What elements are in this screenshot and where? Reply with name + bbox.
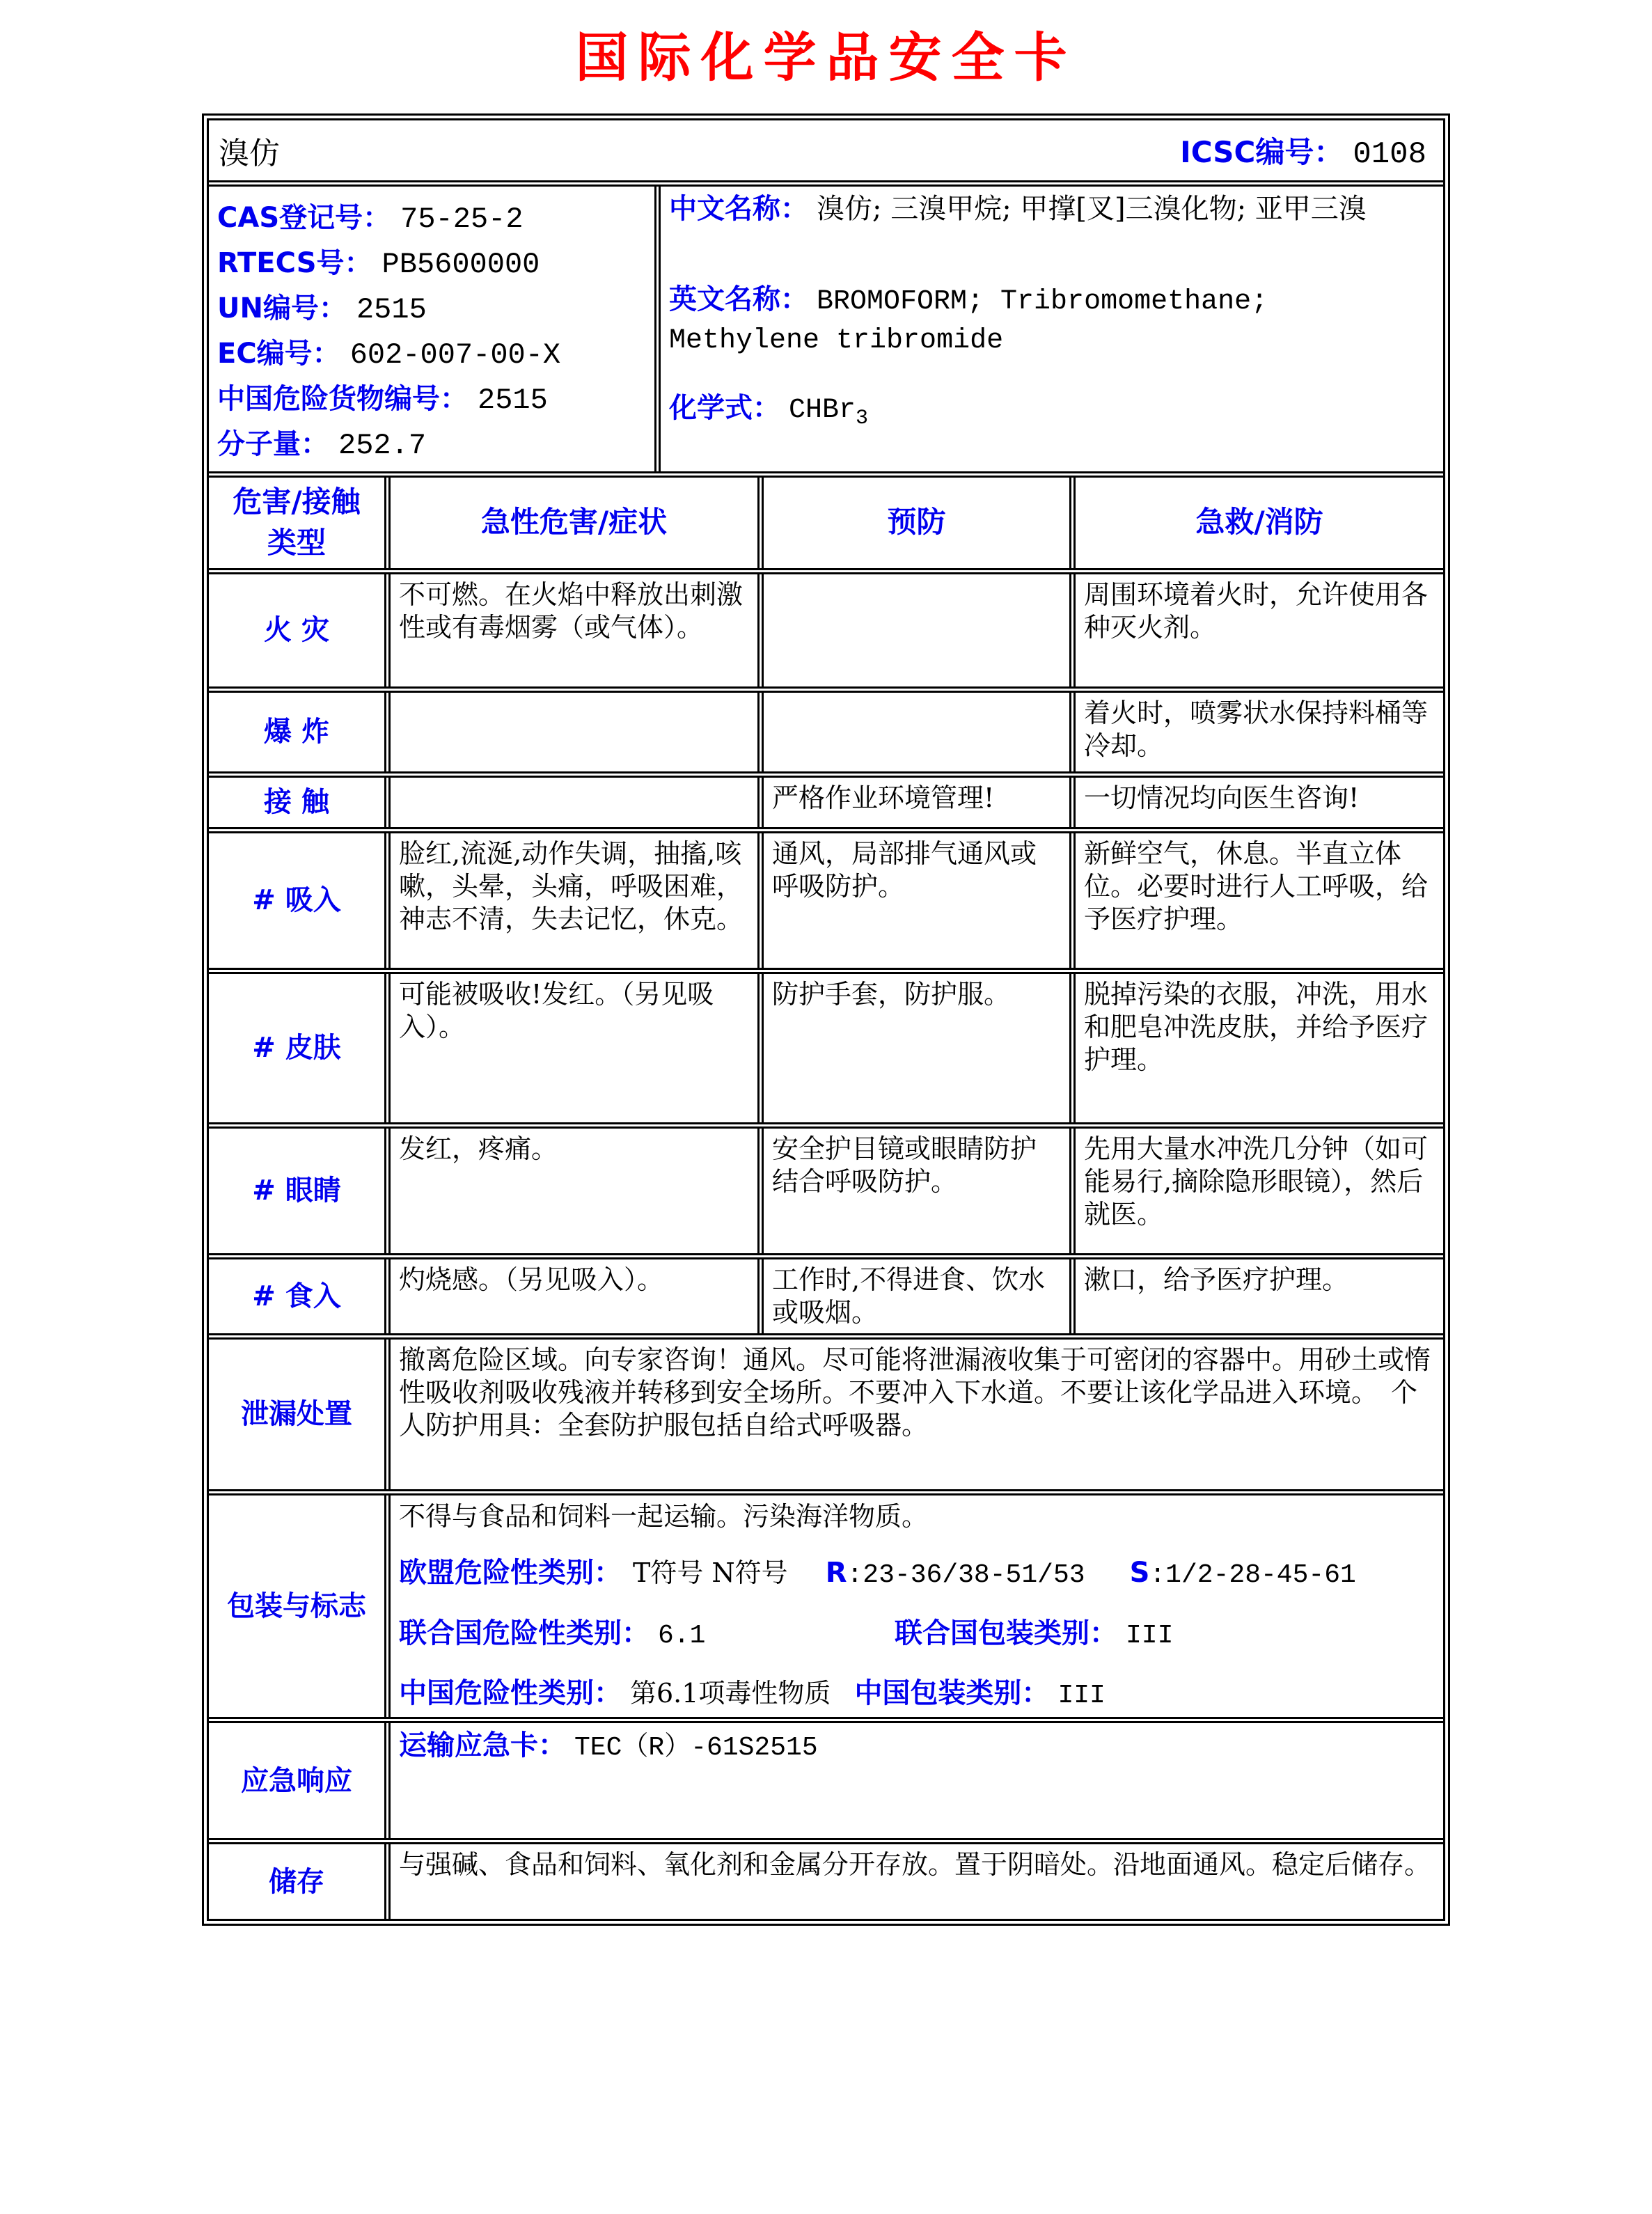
inhalation-prevention: 通风，局部排气通风或呼吸防护。 (757, 833, 1069, 968)
cas-label: CAS登记号： (217, 202, 391, 234)
identity-row (209, 180, 1443, 471)
substance-name: 溴仿 (219, 136, 280, 171)
header-hazard-type-line1: 危害/接触 (233, 485, 361, 519)
page-title: 国际化学品安全卡 (575, 26, 1077, 88)
ingestion-prevention: 工作时,不得进食、饮水或吸烟。 (757, 1259, 1069, 1333)
header-hazard-type (209, 478, 384, 568)
eu-classification-line (399, 1555, 1435, 1592)
english-name-line (669, 281, 1435, 359)
icsc-number: 0108 (1353, 136, 1426, 172)
english-name-value: BROMOFORM; Tribromomethane; Methylene tribromide (669, 286, 1268, 356)
ec-value: 602-007-00-X (349, 338, 561, 372)
cas-value: 75-25-2 (400, 203, 524, 236)
eu-class-label: 欧盟危险性类别： (399, 1557, 622, 1589)
un-pack-value: III (1126, 1620, 1174, 1651)
china-class-value: 第6.1项毒性物质 (630, 1677, 831, 1709)
ec-label: EC编号： (217, 338, 340, 370)
eyes-firefighting: 先用大量水冲洗几分钟（如可能易行,摘除隐形眼镜），然后就医。 (1069, 1129, 1443, 1253)
molecular-weight-label: 分子量： (217, 428, 329, 460)
skin-row-heading: # 皮肤 (252, 1032, 341, 1065)
skin-symptoms: 可能被吸收!发红。（另见吸入）。 (384, 974, 757, 1122)
r-phrases-label: R (825, 1557, 847, 1589)
un-class-label: 联合国危险性类别： (399, 1617, 650, 1649)
explosion-symptoms (384, 693, 757, 771)
cas-number-line (217, 196, 646, 236)
chinese-name-line (669, 191, 1435, 227)
icsc-number-group (1180, 129, 1426, 172)
header-acute-hazards-label: 急性危害/症状 (480, 505, 668, 540)
tec-card-line (399, 1727, 1435, 1765)
tec-card-value: TEC（R）-61S2515 (574, 1733, 818, 1764)
exposure-firefighting: 一切情况均向医生咨询! (1069, 778, 1443, 827)
skin-row (209, 968, 1443, 1122)
explosion-firefighting: 着火时，喷雾状水保持料桶等冷却。 (1069, 693, 1443, 771)
hazard-header-row (209, 471, 1443, 568)
emergency-heading: 应急响应 (241, 1764, 352, 1797)
china-class-label: 中国危险性类别： (399, 1677, 622, 1709)
inhalation-row (209, 827, 1443, 968)
registry-numbers-cell (209, 187, 654, 471)
china-dg-label: 中国危险货物编号： (217, 383, 468, 415)
un-number-line (217, 286, 646, 327)
explosion-row (209, 686, 1443, 771)
china-pack-value: III (1057, 1680, 1106, 1711)
header-prevention-label: 预防 (887, 505, 946, 540)
storage-heading: 储存 (269, 1865, 324, 1898)
china-dg-number-line (217, 377, 646, 417)
emergency-content (384, 1723, 1443, 1838)
ec-number-line (217, 331, 646, 372)
skin-firefighting: 脱掉污染的衣服，冲洗，用水和肥皂冲洗皮肤，并给予医疗护理。 (1069, 974, 1443, 1122)
formula-base: CHBr (789, 395, 856, 426)
ingestion-row (209, 1253, 1443, 1333)
spillage-row (209, 1333, 1443, 1489)
card-header-row (209, 120, 1443, 180)
header-firefighting (1069, 478, 1443, 568)
fire-row (209, 568, 1443, 686)
s-phrases-label: S (1129, 1557, 1150, 1589)
exposure-symptoms (384, 778, 757, 827)
emergency-row (209, 1717, 1443, 1838)
chemical-names-cell (654, 187, 1443, 471)
molecular-weight-line (217, 422, 646, 462)
explosion-row-heading: 爆 炸 (264, 716, 329, 748)
icsc-card (202, 113, 1450, 1926)
spillage-heading: 泄漏处置 (241, 1398, 352, 1431)
molecular-weight-value: 252.7 (338, 429, 427, 462)
eu-class-value: T符号 N符号 (633, 1557, 788, 1589)
exposure-row-heading: 接 触 (264, 786, 329, 819)
un-classification-line (399, 1615, 1435, 1653)
storage-row (209, 1838, 1443, 1919)
header-firefighting-label: 急救/消防 (1195, 505, 1323, 540)
exposure-prevention: 严格作业环境管理! (757, 778, 1069, 827)
skin-prevention: 防护手套，防护服。 (757, 974, 1069, 1122)
formula-label: 化学式： (669, 392, 780, 424)
chinese-name-value: 溴仿; 三溴甲烷; 甲撑[叉]三溴化物; 亚甲三溴 (817, 193, 1367, 225)
icsc-label: ICSC编号： (1180, 134, 1344, 169)
formula-subscript: 3 (856, 407, 869, 430)
packaging-content (384, 1495, 1443, 1718)
chinese-name-label: 中文名称： (669, 193, 808, 225)
eyes-prevention: 安全护目镜或眼睛防护结合呼吸防护。 (757, 1129, 1069, 1253)
card-header-cell (209, 120, 1443, 180)
rtecs-label: RTECS号： (217, 247, 372, 279)
english-name-label: 英文名称： (669, 283, 808, 315)
eyes-symptoms: 发红，疼痛。 (384, 1129, 757, 1253)
s-phrases-value: :1/2-28-45-61 (1149, 1560, 1356, 1591)
fire-firefighting: 周围环境着火时，允许使用各种灭火剂。 (1069, 574, 1443, 686)
inhalation-symptoms: 脸红,流涎,动作失调，抽搐,咳嗽，头晕，头痛，呼吸困难，神志不清，失去记忆，休克。 (384, 833, 757, 968)
fire-row-heading: 火 灾 (264, 614, 329, 647)
header-hazard-type-line2: 类型 (267, 525, 326, 560)
ingestion-symptoms: 灼烧感。（另见吸入）。 (384, 1259, 757, 1333)
china-classification-line (399, 1675, 1435, 1713)
eyes-row-heading: # 眼睛 (252, 1175, 341, 1207)
storage-text: 与强碱、食品和饲料、氧化剂和金属分开存放。置于阴暗处。沿地面通风。稳定后储存。 (384, 1844, 1443, 1919)
packaging-heading: 包装与标志 (227, 1590, 366, 1623)
ingestion-firefighting: 漱口，给予医疗护理。 (1069, 1259, 1443, 1333)
china-dg-value: 2515 (478, 384, 548, 417)
un-pack-label: 联合国包装类别： (895, 1617, 1117, 1649)
inhalation-row-heading: # 吸入 (252, 884, 341, 917)
header-acute-hazards (384, 478, 757, 568)
un-class-value: 6.1 (658, 1620, 706, 1651)
header-prevention (757, 478, 1069, 568)
fire-prevention (757, 574, 1069, 686)
formula-line (669, 390, 1435, 432)
un-value: 2515 (356, 293, 427, 327)
exposure-row (209, 771, 1443, 827)
packaging-transport-note: 不得与食品和饲料一起运输。污染海洋物质。 (399, 1500, 929, 1532)
eyes-row (209, 1122, 1443, 1253)
inhalation-firefighting: 新鲜空气，休息。半直立体位。必要时进行人工呼吸，给予医疗护理。 (1069, 833, 1443, 968)
spillage-text: 撤离危险区域。向专家咨询！通风。尽可能将泄漏液收集于可密闭的容器中。用砂土或惰性吸收剂吸收残液并转移到安全场所。不要冲入下水道。不要让该化学品进入环境。 个人防护用具：全套防护服包括自给式呼吸器。 (384, 1340, 1443, 1489)
ingestion-row-heading: # 食入 (252, 1280, 341, 1312)
rtecs-number-line (217, 241, 646, 281)
rtecs-value: PB5600000 (381, 248, 540, 281)
packaging-row (209, 1489, 1443, 1718)
fire-symptoms: 不可燃。在火焰中释放出刺激性或有毒烟雾（或气体）。 (384, 574, 757, 686)
r-phrases-value: :23-36/38-51/53 (847, 1560, 1085, 1591)
tec-card-label: 运输应急卡： (399, 1729, 566, 1762)
un-label: UN编号： (217, 292, 347, 324)
explosion-prevention (757, 693, 1069, 771)
china-pack-label: 中国包装类别： (854, 1677, 1050, 1709)
